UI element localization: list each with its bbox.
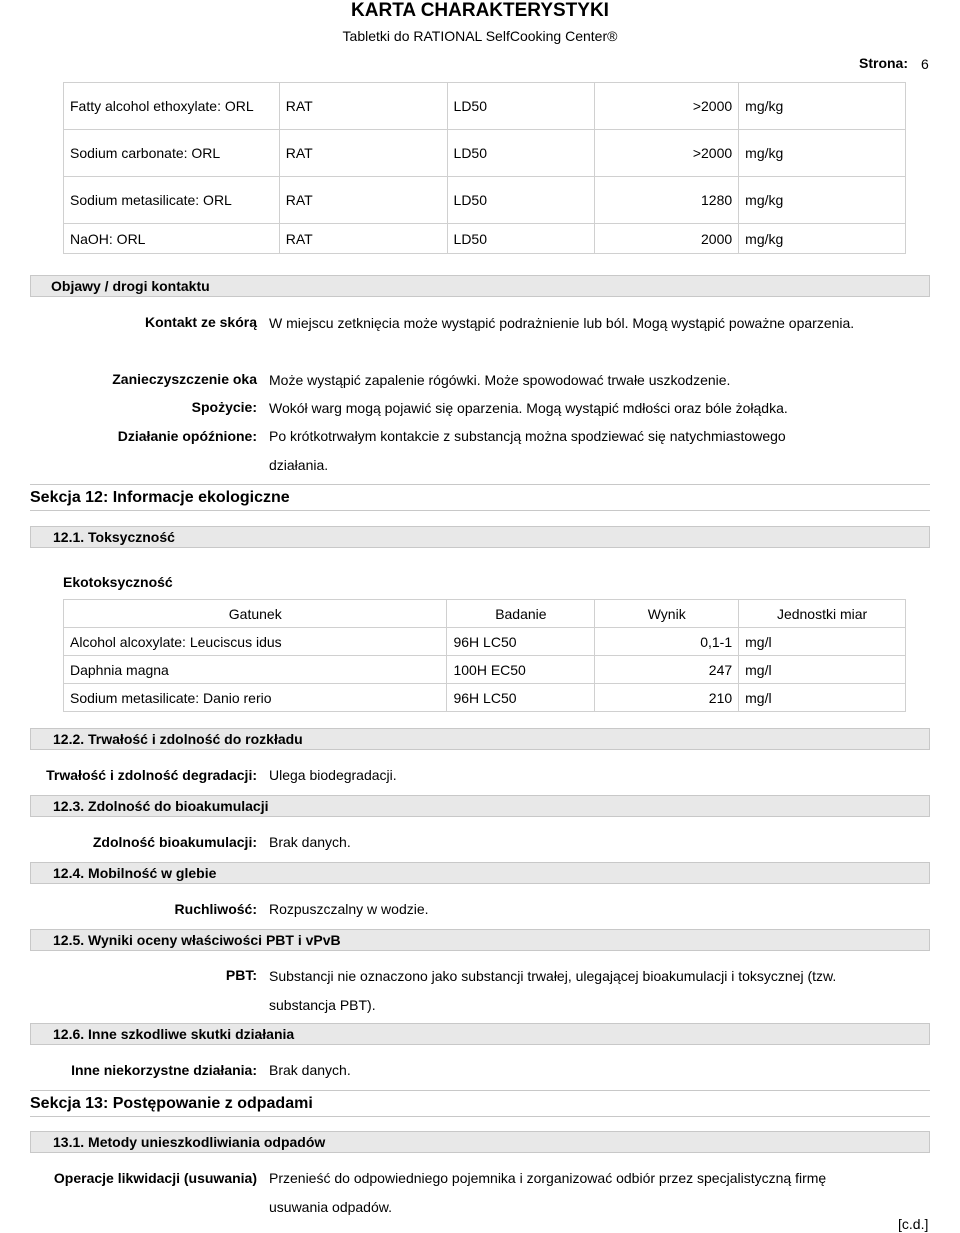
section-12-title: Sekcja 12: Informacje ekologiczne (30, 484, 930, 511)
table-cell: mg/kg (739, 130, 906, 177)
column-header: Wynik (595, 600, 739, 628)
table-cell: 1280 (595, 177, 739, 224)
acute-toxicity-table (63, 82, 906, 254)
value-pbt: Substancji nie oznaczono jako substancji trwałej, ulegającej bioakumulacji i toksycznej (tzw. substancja PBT). (269, 968, 837, 1013)
label-other-effects: Inne niekorzystne działania: (71, 1062, 257, 1078)
subsection-12-4: 12.4. Mobilność w glebie (30, 862, 930, 884)
table-cell: mg/kg (739, 177, 906, 224)
symptoms-heading: Objawy / drogi kontaktu (30, 275, 930, 297)
label-bioaccumulation: Zdolność bioakumulacji: (92, 834, 257, 850)
subsection-12-2: 12.2. Trwałość i zdolność do rozkładu (30, 728, 930, 750)
table-row (64, 656, 906, 684)
table-cell: 100H EC50 (447, 656, 595, 684)
document-title: KARTA CHARAKTERYSTYKI (351, 0, 609, 21)
table-cell: LD50 (447, 130, 595, 177)
value-ingestion: Wokół warg mogą pojawić się oparzenia. Mogą wystąpić mdłości oraz bóle żołądka. (269, 400, 788, 416)
page-label: Strona: (859, 55, 908, 71)
label-ingestion: Spożycie: (191, 399, 257, 415)
label-skin-contact: Kontakt ze skórą (144, 314, 257, 330)
table-cell: RAT (279, 224, 447, 254)
table-cell: LD50 (447, 83, 595, 130)
ecotoxicity-table (63, 599, 906, 712)
table-cell: LD50 (447, 177, 595, 224)
table-cell: 0,1-1 (595, 628, 739, 656)
product-name: Tabletki do RATIONAL SelfCooking Center® (342, 28, 618, 44)
table-cell: >2000 (595, 130, 739, 177)
table-cell: Daphnia magna (64, 656, 447, 684)
subsection-12-5: 12.5. Wyniki oceny właściwości PBT i vPvB (30, 929, 930, 951)
label-eye-contact: Zanieczyszczenie oka (112, 371, 257, 387)
table-row (64, 83, 906, 130)
subsection-12-6: 12.6. Inne szkodliwe skutki działania (30, 1023, 930, 1045)
table-cell: 247 (595, 656, 739, 684)
subsection-12-1: 12.1. Toksyczność (30, 526, 930, 548)
value-disposal: Przenieść do odpowiedniego pojemnika i zorganizować odbiór przez specjalistyczną firmę usuwania odpadów. (269, 1170, 827, 1215)
table-cell: RAT (279, 83, 447, 130)
label-persistence: Trwałość i zdolność degradacji: (46, 767, 257, 783)
table-cell: mg/kg (739, 83, 906, 130)
value-mobility: Rozpuszczalny w wodzie. (269, 901, 429, 917)
table-cell: 2000 (595, 224, 739, 254)
table-cell: Sodium metasilicate: Danio rerio (64, 684, 447, 712)
table-row (64, 177, 906, 224)
label-mobility: Ruchliwość: (174, 901, 257, 917)
table-cell: RAT (279, 130, 447, 177)
subsection-13-1: 13.1. Metody unieszkodliwiania odpadów (30, 1131, 930, 1153)
table-cell: mg/kg (739, 224, 906, 254)
ecotoxicity-label: Ekotoksyczność (63, 574, 173, 590)
table-cell: Fatty alcohol ethoxylate: ORL (64, 83, 280, 130)
page-number: 6 (921, 56, 929, 72)
table-cell: LD50 (447, 224, 595, 254)
label-pbt: PBT: (225, 967, 257, 983)
section-13-title: Sekcja 13: Postępowanie z odpadami (30, 1090, 930, 1117)
table-cell: Alcohol alcoxylate: Leuciscus idus (64, 628, 447, 656)
table-cell: Sodium carbonate: ORL (64, 130, 280, 177)
continued-marker: [c.d.] (898, 1216, 929, 1232)
table-cell: mg/l (739, 628, 906, 656)
table-header-row (64, 600, 906, 628)
column-header: Gatunek (64, 600, 447, 628)
value-other-effects: Brak danych. (269, 1062, 351, 1078)
table-cell: mg/l (739, 684, 906, 712)
table-cell: Sodium metasilicate: ORL (64, 177, 280, 224)
table-row (64, 130, 906, 177)
table-cell: 96H LC50 (447, 684, 595, 712)
table-row (64, 628, 906, 656)
value-delayed-effects: Po krótkotrwałym kontakcie z substancją można spodziewać się natychmiastowego działania. (269, 428, 786, 473)
column-header: Badanie (447, 600, 595, 628)
table-cell: 96H LC50 (447, 628, 595, 656)
value-eye-contact: Może wystąpić zapalenie rógówki. Może spowodować trwałe uszkodzenie. (269, 372, 731, 388)
table-cell: NaOH: ORL (64, 224, 280, 254)
value-skin-contact: W miejscu zetknięcia może wystąpić podrażnienie lub ból. Mogą wystąpić poważne oparzenia. (269, 315, 855, 331)
table-row (64, 684, 906, 712)
table-cell: mg/l (739, 656, 906, 684)
value-bioaccumulation: Brak danych. (269, 834, 351, 850)
label-disposal: Operacje likwidacji (usuwania) (53, 1170, 257, 1186)
table-row (64, 224, 906, 254)
label-delayed-effects: Działanie opóźnione: (117, 428, 257, 444)
table-cell: 210 (595, 684, 739, 712)
table-cell: RAT (279, 177, 447, 224)
column-header: Jednostki miar (739, 600, 906, 628)
value-persistence: Ulega biodegradacji. (269, 767, 397, 783)
table-cell: >2000 (595, 83, 739, 130)
subsection-12-3: 12.3. Zdolność do bioakumulacji (30, 795, 930, 817)
